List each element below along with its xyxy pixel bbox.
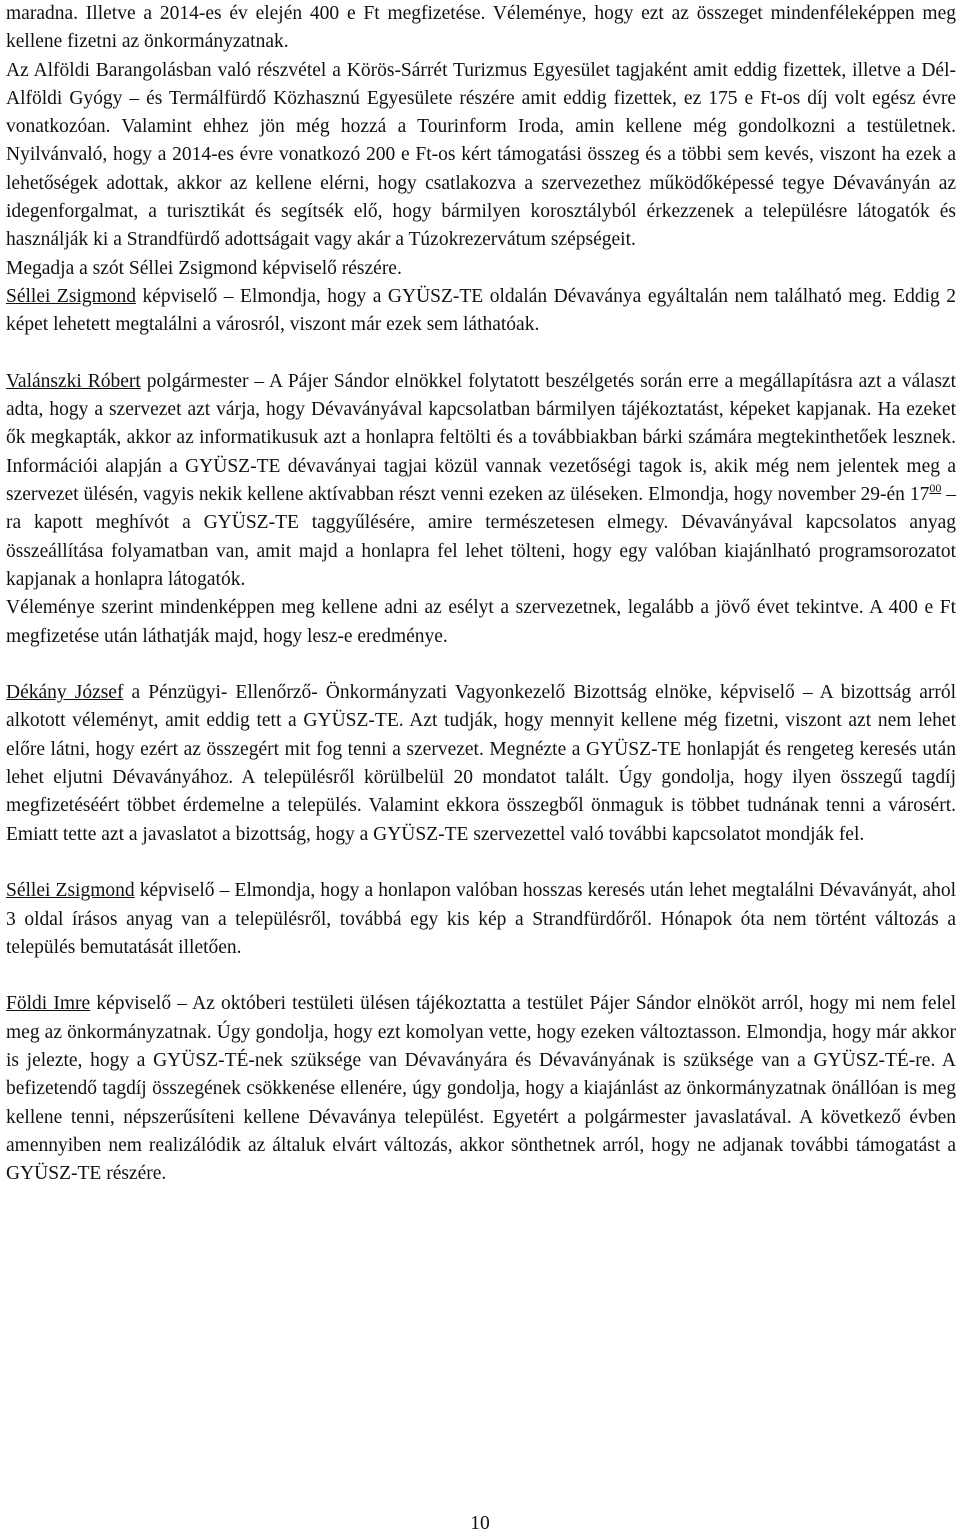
speaker-name: Dékány József (6, 682, 124, 704)
document-page (6, 0, 956, 1188)
paragraph-gap (6, 340, 956, 368)
paragraph-text: képviselő – Elmondja, hogy a GYÜSZ-TE oldalán Dévaványa egyáltalán nem található meg. Eddig 2 képet lehetett megtalálni a városról, viszont már ezek sem láthatóak. (6, 285, 956, 336)
speaker-name: Földi Imre (6, 993, 91, 1015)
paragraph-text: képviselő – Az októberi testületi ülésen tájékoztatta a testület Pájer Sándor elnököt arról, hogy mi nem felel meg az önkormányzatnak. Úgy gondolja, hogy ezt komolyan vette, hogy ezeken változtasson. Elmondja, hogy már akkor is jelezte, hogy a GYÜSZ-TÉ-nek szüksége van Dévaványára és Dévaványának is szüksége van a GYÜSZ-TÉ-re. A befizetendő tagdíj összegének csökkenése ellenére, úgy gondolja, hogy a kiajánlást az önkormányzatnak önállóan is meg kellene tenni, népszerűsíteni kellene Dévaványa települést. Egyetért a polgármester javaslatával. A következő évben amennyiben nem realizálódik az általuk elvárt változás, akkor sönthetnek arról, hogy ne adjanak további támogatást a GYÜSZ-TE részére. (6, 993, 956, 1185)
paragraph-text: képviselő – Elmondja, hogy a honlapon valóban hosszas keresés után lehet megtalálni Dévaványát, ahol 3 oldal írásos anyag van a településről, továbbá egy kis kép a Strandfürdőről. Hónapok óta nem történt változás a település bemutatását illetően. (6, 880, 957, 958)
paragraph-sellei-2 (6, 877, 956, 962)
paragraph-opinion: Véleménye szerint mindenképpen meg kellene adni az esélyt a szervezetnek, legalább a jövő évet tekintve. A 400 e Ft megfizetése után láthatják majd, hogy lesz-e eredménye. (6, 597, 956, 647)
page-number: 10 (470, 1513, 490, 1534)
paragraph-gap (6, 849, 956, 877)
paragraph-foldi (6, 990, 956, 1188)
speaker-name: Séllei Zsigmond (6, 285, 137, 307)
paragraph-floor-given: Megadja a szót Séllei Zsigmond képviselő részére. (6, 257, 402, 279)
speaker-name: Valánszki Róbert (6, 370, 141, 392)
paragraph-gap (6, 651, 956, 679)
speaker-name: Séllei Zsigmond (6, 880, 135, 902)
paragraph-text: –ra kapott meghívót a GYÜSZ-TE taggyűlésére, amire természetesen elmegy. Dévaványával kapcsolatos anyag összeállítása folyamatban van, amit majd a honlapra fel lehet tölteni, hogy egy valóban kiajánlható programsorozatot kapjanak a honlapra látogatók. (6, 484, 956, 590)
paragraph-text: a Pénzügyi- Ellenőrző- Önkormányzati Vagyonkezelő Bizottság elnöke, képviselő – A bizottság arról alkotott véleményt, amit eddig tett a GYÜSZ-TE. Azt tudják, hogy mennyit kellene még fizetni, viszont azt nem lehet előre látni, hogy ezért az összegért mit fog tenni a szervezet. Megnézte a GYÜSZ-TE honlapját és rengeteg keresés után lehet eljutni Dévaványához. A településről körülbelül 20 mondatot talált. Úgy gondolja, hogy ilyen összegű tagdíj megfizetéséért többet érdemelne a település. Valamint ekkora összegből önmaguk is többet tudnának tenni a városért. Emiatt tette azt a javaslatot a bizottság, hogy a GYÜSZ-TE szervezettel való további kapcsolatot mondják fel. (6, 682, 957, 845)
paragraph-dekany (6, 679, 956, 849)
paragraph-gap (6, 962, 956, 990)
paragraph-valanszki (6, 368, 956, 594)
paragraph-sellei-1 (6, 283, 956, 340)
paragraph-text: polgármester – A Pájer Sándor elnökkel folytatott beszélgetés során erre a megállapításra azt a választ adta, hogy a szervezet azt várja, hogy Dévaványával kapcsolatban bármilyen tájékoztatást, képeket kapjanak. Ha ezeket ők megkapták, akkor az informatikusuk azt a honlapra feltölti és a továbbiakban bárki számára megtekinthetőek lesznek. Információi alapján a GYÜSZ-TE dévaványai tagjai közül vannak vezetőségi tagok is, akik még nem jelentek meg a szervezet ülésén, vagyis nekik kellene aktívabban részt venni ezeken az üléseken. Elmondja, hogy november 29-én 17 (6, 370, 956, 506)
superscript-minutes: 00 (929, 481, 942, 496)
paragraph-continuation: maradna. Illetve a 2014-es év elején 400 e Ft megfizetése. Véleménye, hogy ezt az összeget mindenféleképpen meg kellene fizetni az önkormányzatnak. (6, 3, 956, 53)
paragraph-alfoldi-barangolas: Az Alföldi Barangolásban való részvétel a Körös-Sárrét Turizmus Egyesület tagjaként amit eddig fizettek, illetve a Dél-Alföldi Gyógy – és Termálfürdő Közhasznú Egyesülete részére amit eddig fizettek, ez 175 e Ft-os díj volt egész évre vonatkozóan. Valamint ehhez jön még hozzá a Tourinform Iroda, amin kellene még gondolkozni a testületnek. Nyilvánvaló, hogy a 2014-es évre vonatkozó 200 e Ft-os kért támogatási összeg és a többi sem kevés, viszont ha ezek a lehetőségek adottak, akkor az kellene elérni, hogy csatlakozva a szervezethez működőképessé tegye Dévaványán az idegenforgalmat, a turisztikát és segítsék elő, hogy bármilyen korosztályból érkezzenek a településre látogatók és használják ki a Strandfürdő adottságait vagy akár a Túzokrezervátum szépségeit. (6, 59, 956, 251)
